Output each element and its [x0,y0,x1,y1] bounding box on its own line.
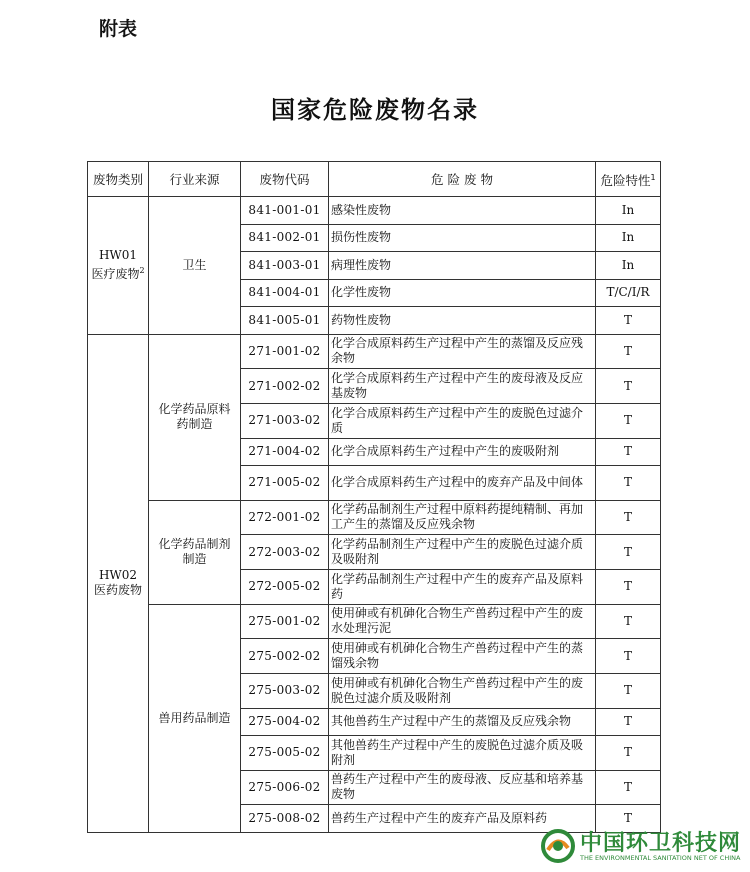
footnote-marker: 2 [139,266,145,276]
hazardous-waste-cell: 药物性废物 [329,307,596,335]
column-header-source: 行业来源 [149,162,241,197]
waste-code-cell: 275-005-02 [241,736,329,771]
industry-source-cell: 化学药品制剂制造 [149,500,241,604]
column-header-code: 废物代码 [241,162,329,197]
hazardous-waste-cell: 化学合成原料药生产过程中产生的蒸馏及反应残余物 [329,334,596,369]
waste-code-cell: 272-003-02 [241,535,329,570]
hazardous-waste-cell: 使用砷或有机砷化合物生产兽药过程中产生的蒸馏残余物 [329,639,596,674]
hazardous-waste-cell: 化学合成原料药生产过程中的废弃产品及中间体 [329,466,596,501]
waste-code-cell: 275-008-02 [241,805,329,833]
hazardous-waste-table [87,161,661,833]
hazard-characteristic-cell: T [596,736,661,771]
column-header-waste: 危 险 废 物 [329,162,596,197]
waste-code-cell: 275-002-02 [241,639,329,674]
hazardous-waste-cell: 化学药品制剂生产过程中产生的废脱色过滤介质及吸附剂 [329,535,596,570]
watermark-logo [540,826,748,868]
waste-code-cell: 841-003-01 [241,252,329,280]
hazardous-waste-cell: 化学合成原料药生产过程中产生的废脱色过滤介质 [329,403,596,438]
waste-code-cell: 271-001-02 [241,334,329,369]
hazard-characteristic-cell: T/C/I/R [596,279,661,307]
hazard-characteristic-cell: T [596,673,661,708]
hazard-characteristic-cell: In [596,252,661,280]
hazardous-waste-cell: 损伤性废物 [329,224,596,252]
hazardous-waste-cell: 病理性废物 [329,252,596,280]
table-body [88,197,661,833]
hazardous-waste-cell: 化学性废物 [329,279,596,307]
hazard-characteristic-cell: T [596,604,661,639]
hazardous-waste-cell: 感染性废物 [329,197,596,225]
waste-code-cell: 841-002-01 [241,224,329,252]
table-row [88,500,661,535]
category-code: HW02 [98,568,138,583]
table-row [88,197,661,225]
hazardous-waste-cell: 化学药品制剂生产过程中产生的废弃产品及原料药 [329,569,596,604]
hazardous-waste-cell: 兽药生产过程中产生的废母液、反应基和培养基废物 [329,770,596,805]
waste-category-cell [88,197,149,335]
hazard-characteristic-cell: T [596,369,661,404]
table-header-row [88,162,661,197]
hazard-characteristic-cell: T [596,770,661,805]
hazard-characteristic-cell: T [596,403,661,438]
column-header-characteristic: 危险特性$^1$ [596,162,661,197]
hazard-characteristic-cell: T [596,438,661,466]
hazardous-waste-cell: 化学药品制剂生产过程中原料药提纯精制、再加工产生的蒸馏及反应残余物 [329,500,596,535]
hazard-characteristic-cell: T [596,466,661,501]
hazardous-waste-cell: 兽药生产过程中产生的废弃产品及原料药 [329,805,596,833]
waste-code-cell: 275-003-02 [241,673,329,708]
waste-code-cell: 841-004-01 [241,279,329,307]
footnote-marker: 1 [650,172,656,182]
document-title: 国家危险废物名录 [271,95,479,124]
waste-code-cell: 271-002-02 [241,369,329,404]
watermark-name: 中国环卫科技网 [580,831,742,856]
hazard-characteristic-cell: T [596,334,661,369]
industry-source-cell: 兽用药品制造 [149,604,241,832]
hazard-characteristic-cell: T [596,307,661,335]
category-code: HW01 [98,248,138,263]
waste-code-cell: 271-003-02 [241,403,329,438]
watermark-subtitle: THE ENVIRONMENTAL SANITATION NET OF CHINA [580,854,741,862]
header-label: 附表 [99,18,138,40]
waste-code-cell: 841-005-01 [241,307,329,335]
hazardous-waste-cell: 使用砷或有机砷化合物生产兽药过程中产生的废脱色过滤介质及吸附剂 [329,673,596,708]
category-name: 医药废物 [93,583,142,598]
hazardous-waste-cell: 化学合成原料药生产过程中产生的废吸附剂 [329,438,596,466]
hazard-characteristic-cell: T [596,500,661,535]
hazard-characteristic-cell: T [596,639,661,674]
category-name: 医疗废物$^2$ [91,266,145,282]
hazard-characteristic-cell: T [596,708,661,736]
waste-code-cell: 272-005-02 [241,569,329,604]
waste-code-cell: 271-005-02 [241,466,329,501]
hazard-characteristic-cell: T [596,535,661,570]
column-header-category: 废物类别 [88,162,149,197]
hazard-characteristic-cell: In [596,224,661,252]
hazardous-waste-cell: 其他兽药生产过程中产生的蒸馏及反应残余物 [329,708,596,736]
waste-code-cell: 271-004-02 [241,438,329,466]
industry-source-cell: 化学药品原料药制造 [149,334,241,500]
waste-code-cell: 272-001-02 [241,500,329,535]
hazard-characteristic-cell: T [596,805,661,833]
hazardous-waste-cell: 化学合成原料药生产过程中产生的废母液及反应基废物 [329,369,596,404]
waste-code-cell: 275-004-02 [241,708,329,736]
waste-code-cell: 841-001-01 [241,197,329,225]
table-row [88,604,661,639]
table-row [88,334,661,369]
hazard-characteristic-cell: In [596,197,661,225]
waste-code-cell: 275-001-02 [241,604,329,639]
logo-mark-icon [540,828,576,864]
hazardous-waste-cell: 使用砷或有机砷化合物生产兽药过程中产生的废水处理污泥 [329,604,596,639]
hazardous-waste-cell: 其他兽药生产过程中产生的废脱色过滤介质及吸附剂 [329,736,596,771]
industry-source-cell: 卫生 [149,197,241,335]
waste-code-cell: 275-006-02 [241,770,329,805]
waste-category-cell [88,334,149,832]
hazard-characteristic-cell: T [596,569,661,604]
